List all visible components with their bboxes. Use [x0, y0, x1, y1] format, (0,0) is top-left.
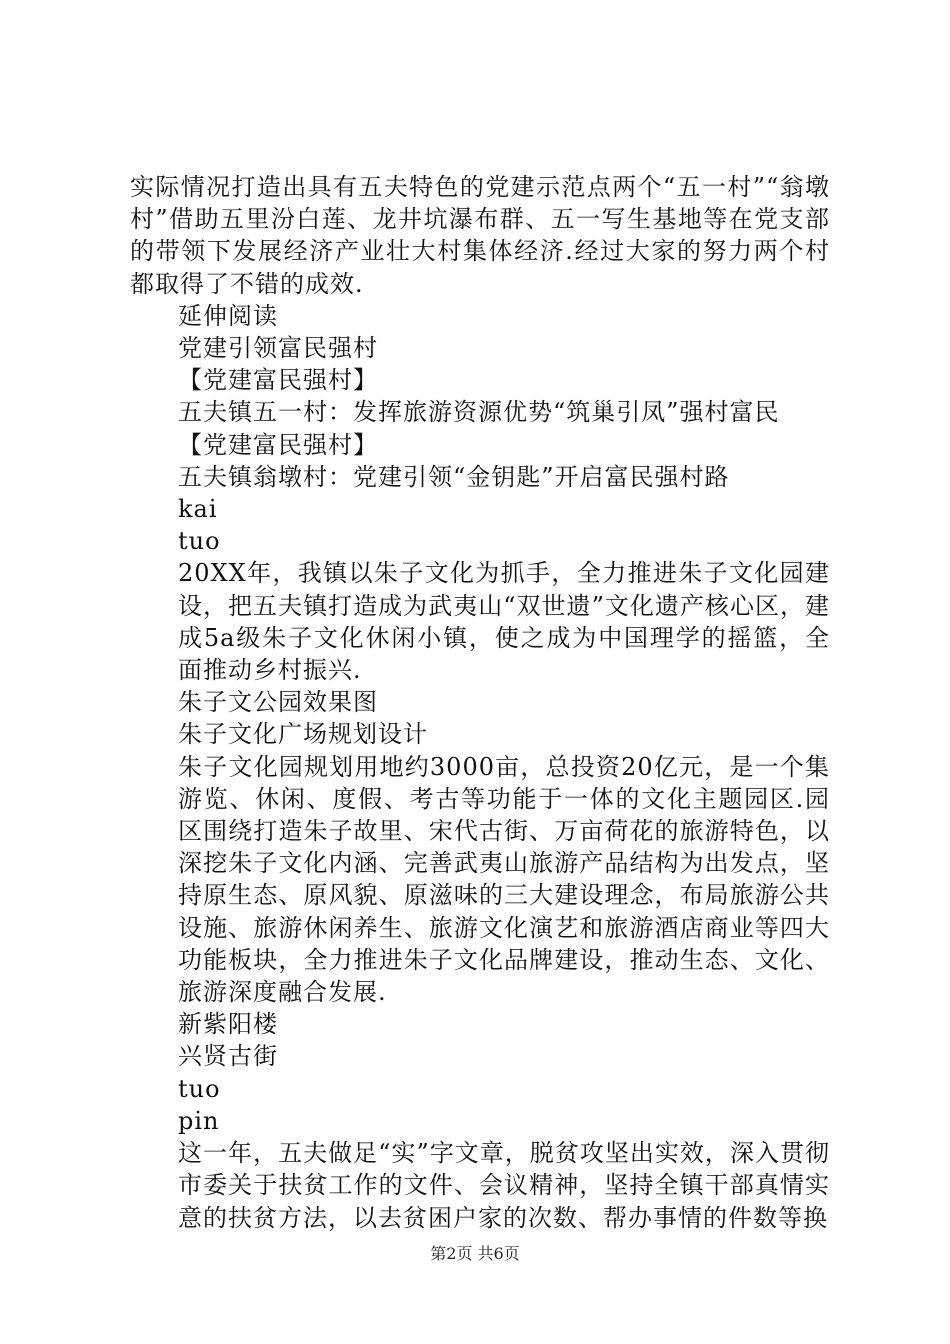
paragraph: tuo [178, 1074, 221, 1103]
paragraph: 朱子文公园效果图 [178, 688, 378, 717]
document-body [130, 171, 830, 1234]
paragraph: 这一年，五夫做足“实”字文章，脱贫攻坚出实效，深入贯彻市委关于扶贫工作的文件、会议精神，坚持全镇干部真情实意的扶贫方法，以去贫困户家的次数、帮办事情的件数等换 [178, 1139, 830, 1232]
paragraph: 新紫阳楼 [178, 1010, 278, 1039]
paragraph: 【党建富民强村】 [178, 366, 378, 395]
paragraph: 五夫镇翁墩村：党建引领“金钥匙”开启富民强村路 [178, 462, 730, 491]
paragraph: 朱子文化园规划用地约3000亩，总投资20亿元，是一个集游览、休闲、度假、考古等功能于一体的文化主题园区.园区围绕打造朱子故里、宋代古街、万亩荷花的旅游特色，以深挖朱子文化内涵、完善武夷山旅游产品结构为出发点，坚持原生态、原风貌、原滋味的三大建设理念，布局旅游公共设施、旅游休闲养生、旅游文化演艺和旅游酒店商业等四大功能板块，全力推进朱子文化品牌建设，推动生态、文化、旅游深度融合发展. [178, 752, 830, 1007]
paragraph: 20XX年，我镇以朱子文化为抓手，全力推进朱子文化园建设，把五夫镇打造成为武夷山“双世遗”文化遗产核心区，建成5a级朱子文化休闲小镇，使之成为中国理学的摇篮，全面推动乡村振兴. [178, 559, 830, 685]
page-number-footer: 第2页 共6页 [430, 1244, 520, 1263]
paragraph: 五夫镇五一村：发挥旅游资源优势“筑巢引凤”强村富民 [178, 398, 780, 427]
paragraph: 兴贤古街 [178, 1042, 278, 1071]
paragraph: tuo [178, 527, 221, 556]
paragraph: 实际情况打造出具有五夫特色的党建示范点两个“五一村”“翁墩村”借助五里汾白莲、龙井坑瀑布群、五一写生基地等在党支部的带领下发展经济产业壮大村集体经济.经过大家的努力两个村都取得了不错的成效. [130, 173, 830, 298]
paragraph: 朱子文化广场规划设计 [178, 720, 428, 749]
paragraph: 【党建富民强村】 [178, 430, 378, 459]
paragraph: pin [178, 1106, 220, 1135]
paragraph: kai [178, 495, 218, 524]
paragraph: 延伸阅读 [178, 301, 278, 330]
paragraph: 党建引领富民强村 [178, 334, 378, 363]
